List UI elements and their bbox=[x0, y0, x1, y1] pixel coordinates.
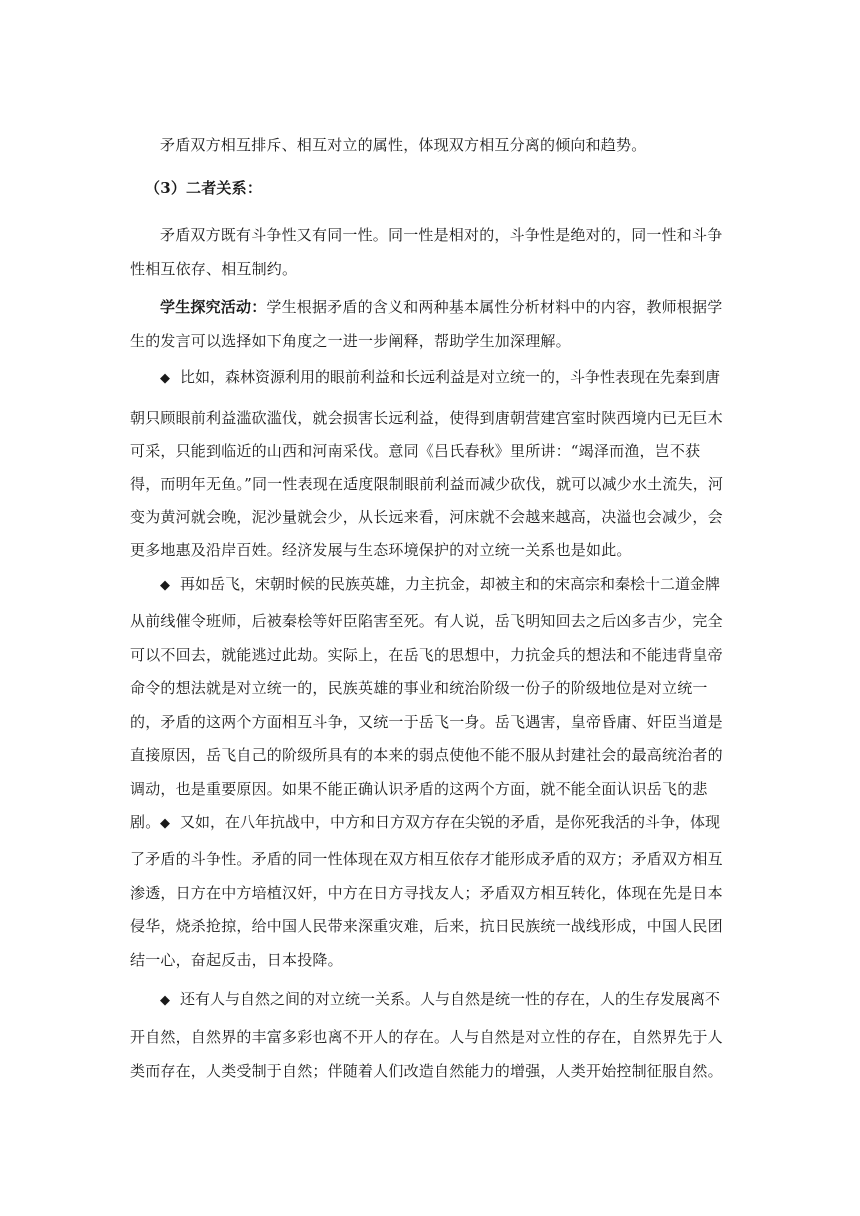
student-activity-text: 学生根据矛盾的含义和两种基本属性分析材料中的内容，教师根据学生的发言可以选择如下角度之一进一步阐释，帮助学生加深理解。 bbox=[130, 298, 723, 350]
paragraph-relationship: 矛盾双方既有斗争性又有同一性。同一性是相对的，斗争性是绝对的，同一性和斗争性相互依存、相互制约。 bbox=[130, 226, 723, 278]
bullet-war-lead: 又如，在八年抗战中，中方和日方双方存在尖锐的矛盾，是你死我活的斗争，体现 bbox=[180, 813, 721, 831]
diamond-bullet-icon: ◆ bbox=[160, 578, 170, 593]
bullet-yuefei-body: 从前线催令班师，后被秦桧等奸臣陷害至死。有人说，岳飞明知回去之后凶多吉少，完全可以不回去，就能逃过此劫。实际上，在岳飞的思想中，力抗金兵的想法和不能违背皇帝命令的想法就是对立统一的，民族英雄的事业和统治阶级一份子的阶级地位是对立统一的，矛盾的这两个方面相互斗争，又统一于岳飞一身。岳飞遇害，皇帝昏庸、奸臣当道是直接原因，岳飞自己的阶级所具有的本来的弱点使他不能不服从封建社会的最高统治者的调动，也是重要原因。如果不能正确认识矛盾的这两个方面，就不能全面认识岳飞的悲剧。 bbox=[130, 612, 723, 831]
diamond-bullet-icon: ◆ bbox=[160, 993, 170, 1008]
paragraph-contradiction-struggle: 矛盾双方相互排斥、相互对立的属性，体现双方相互分离的倾向和趋势。 bbox=[160, 136, 647, 154]
bullet-yuefei-first-line bbox=[130, 573, 730, 597]
bullet-nature-lead: 还有人与自然之间的对立统一关系。人与自然是统一性的存在，人的生存发展离不 bbox=[180, 990, 721, 1008]
bullet-war-body: 了矛盾的斗争性。矛盾的同一性体现在双方相互依存才能形成矛盾的双方；矛盾双方相互渗透，日方在中方培植汉奸，中方在日方寻找友人；矛盾双方相互转化，体现在先是日本侵华，烧杀抢掠，给中国人民带来深重灾难，后来，抗日民族统一战线形成，中国人民团结一心，奋起反击，日本投降。 bbox=[130, 850, 723, 969]
diamond-bullet-icon: ◆ bbox=[160, 371, 170, 386]
paragraph-student-activity bbox=[130, 290, 730, 358]
bullet-forest-body: 朝只顾眼前利益滥砍滥伐，就会损害长远利益，使得到唐朝营建宫室时陕西境内已无巨木可采，只能到临近的山西和河南采伐。意同《吕氏春秋》里所讲：“竭泽而渔，岂不获得，而明年无鱼。”同一性表现在适度限制眼前利益而减少砍伐，就可以减少水土流失，河变为黄河就会晚，泥沙量就会少，从长远来看，河床就不会越来越高，决溢也会减少，会更多地惠及沿岸百姓。经济发展与生态环境保护的对立统一关系也是如此。 bbox=[130, 409, 724, 559]
bullet-war-first-line bbox=[130, 811, 730, 835]
bullet-nature-body: 开自然，自然界的丰富多彩也离不开人的存在。人与自然是对立性的存在，自然界先于人类而存在，人类受制于自然；伴随着人们改造自然能力的增强，人类开始控制征服自然。 bbox=[130, 1028, 723, 1080]
heading-relationship: （3）二者关系： bbox=[145, 179, 263, 197]
bullet-nature-first-line bbox=[130, 988, 730, 1012]
bullet-forest-first-line bbox=[130, 366, 730, 390]
bullet-yuefei-lead: 再如岳飞，宋朝时候的民族英雄，力主抗金，却被主和的宋高宗和秦桧十二道金牌 bbox=[180, 575, 721, 593]
diamond-bullet-icon: ◆ bbox=[160, 816, 170, 831]
bullet-forest-lead: 比如，森林资源利用的眼前利益和长远利益是对立统一的，斗争性表现在先秦到唐 bbox=[180, 368, 721, 386]
student-activity-label: 学生探究活动： bbox=[160, 298, 267, 316]
